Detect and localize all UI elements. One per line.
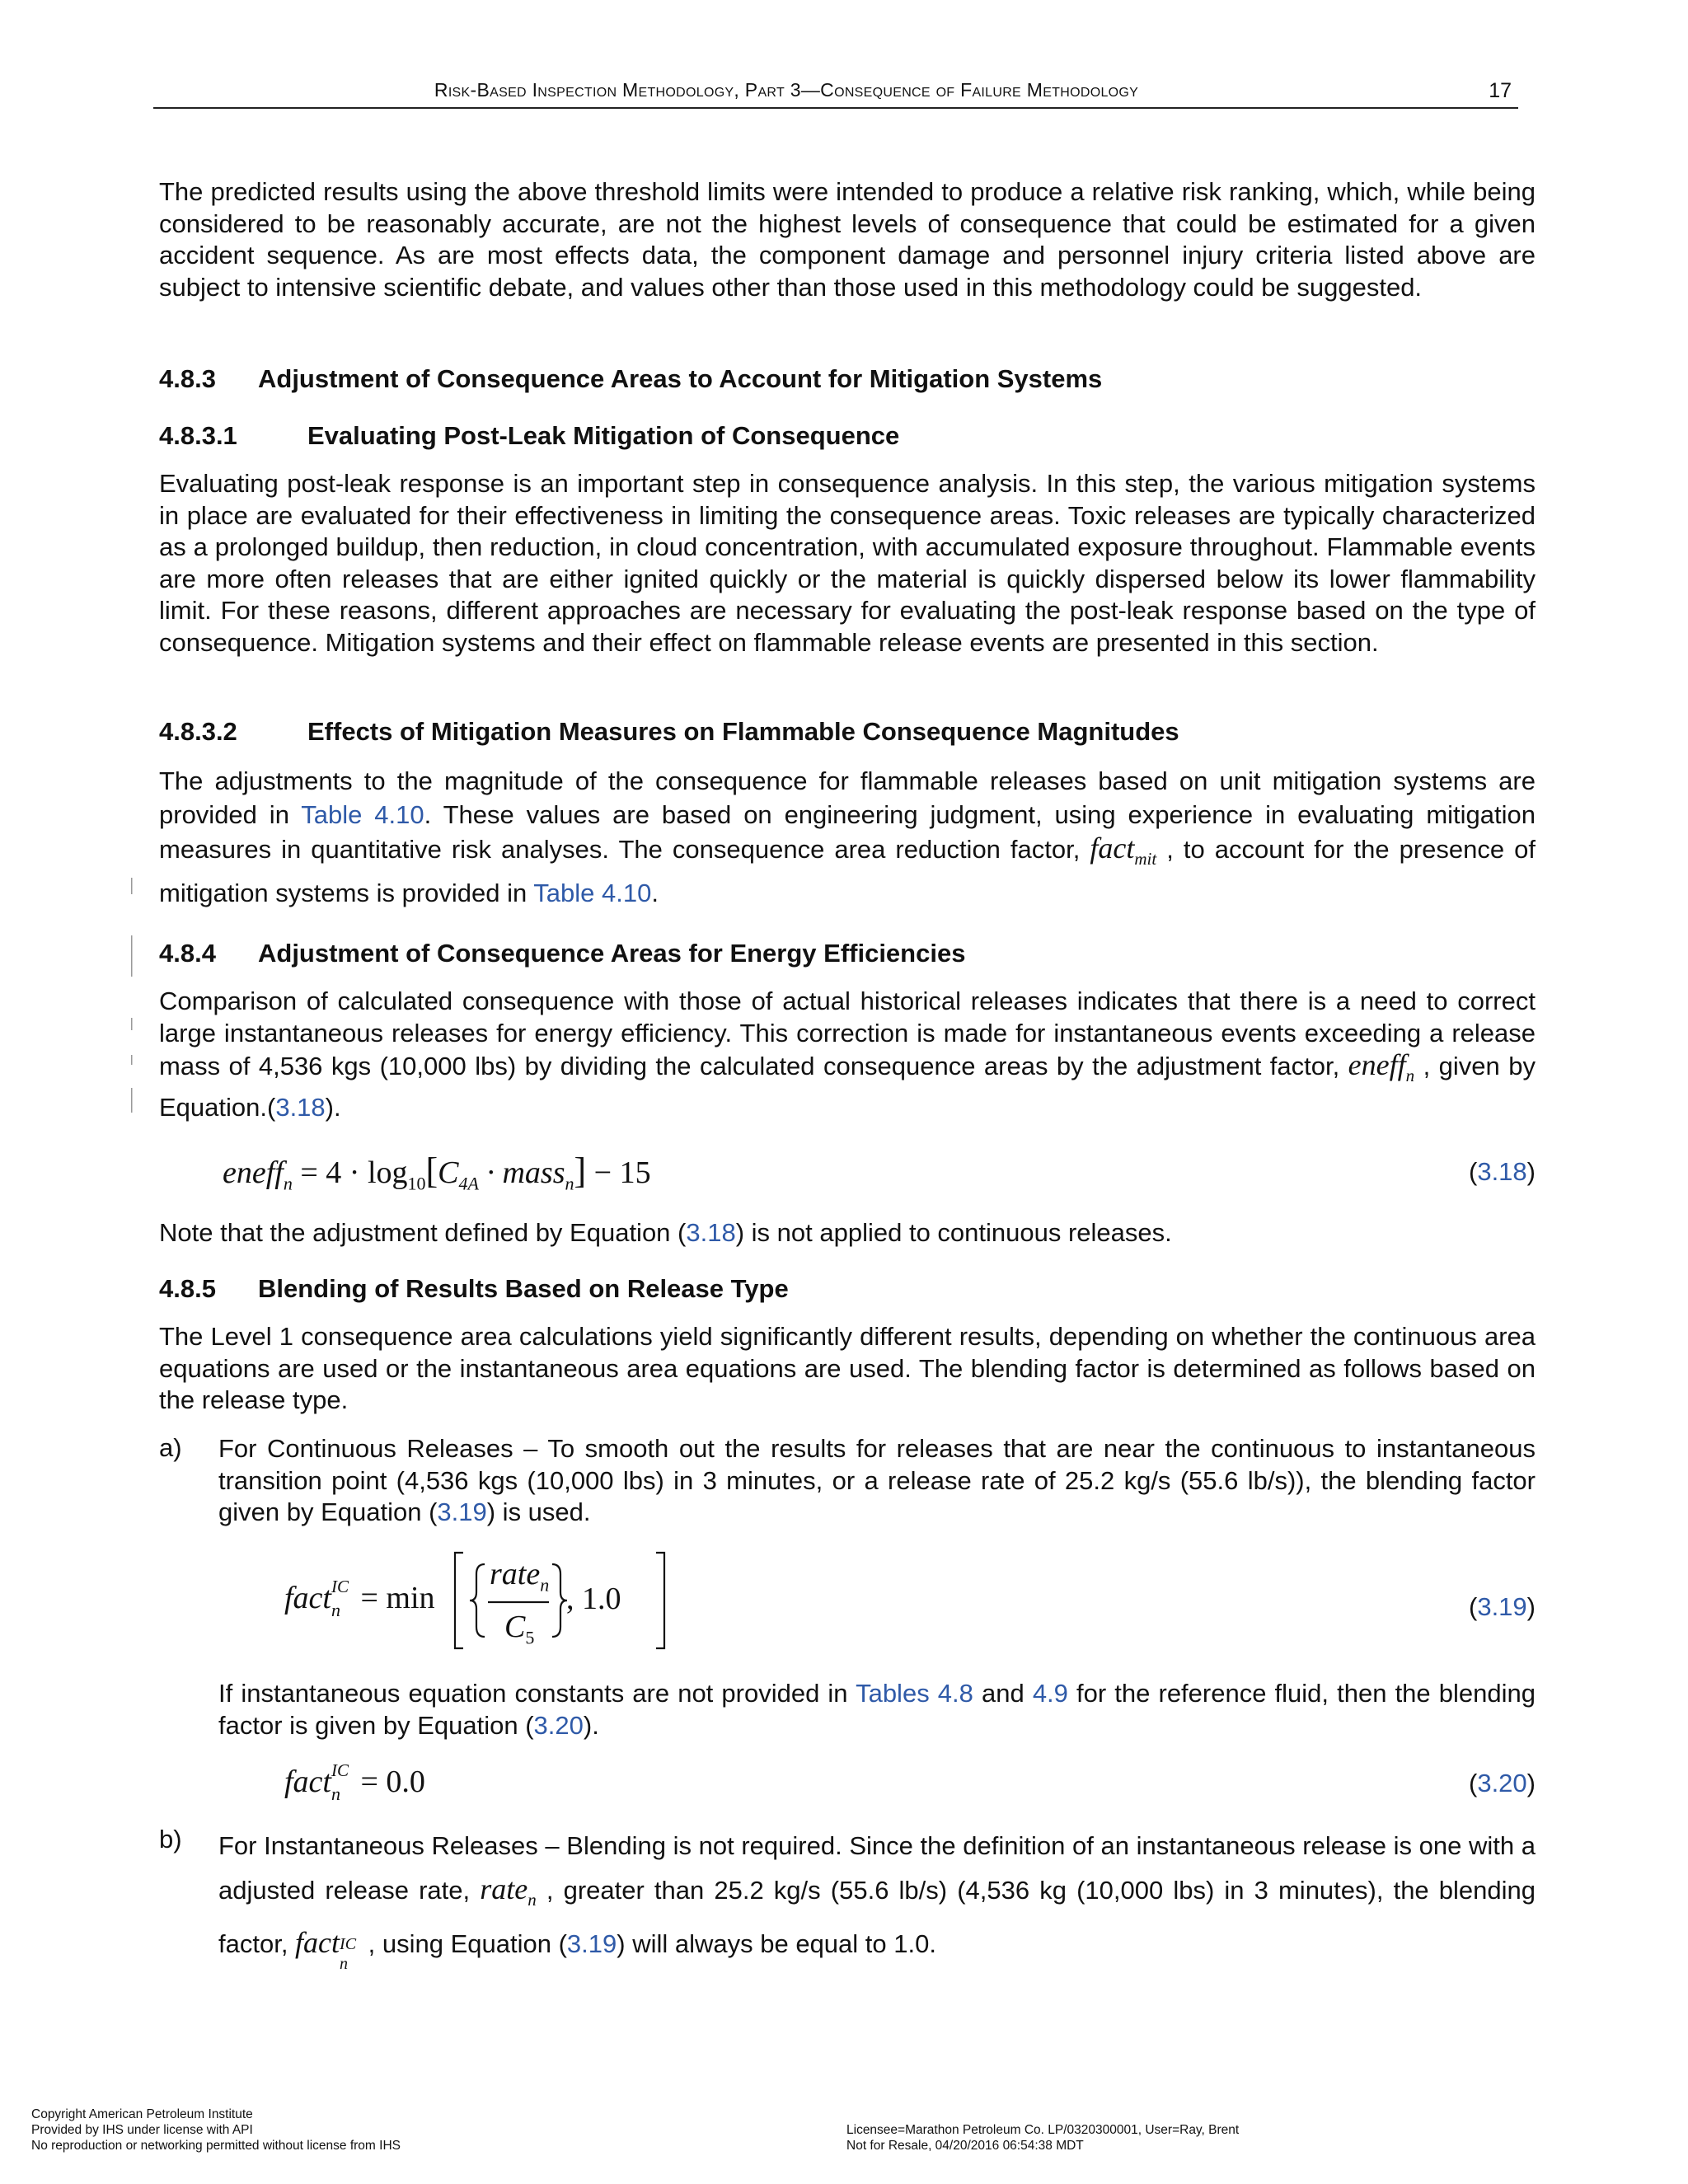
list-marker-b: b)	[159, 1825, 182, 1854]
math-text: = 4 · log	[292, 1155, 408, 1190]
header-title-text: ailure	[972, 79, 1027, 101]
section-heading-4-8-3	[159, 364, 1102, 394]
footer-line: No reproduction or networking permitted without license from IHS	[31, 2139, 401, 2153]
running-header	[153, 79, 1518, 109]
math-sub: n	[331, 1783, 340, 1804]
math-var: rate	[490, 1557, 541, 1591]
equation-link[interactable]: 3.19	[566, 1929, 617, 1959]
equation-number-3-18	[1469, 1157, 1536, 1187]
math-sup: IC	[331, 1577, 349, 1596]
equation-link[interactable]: 3.19	[437, 1497, 487, 1526]
section-title: Adjustment of Consequence Areas to Account for Mitigation Systems	[258, 364, 1103, 393]
list-item-a-continuation	[218, 1678, 1536, 1741]
footer-right	[846, 2122, 1239, 2154]
paragraph-text: Note that the adjustment defined by Equation (	[159, 1218, 687, 1247]
section-title: Adjustment of Consequence Areas for Energy Efficiencies	[258, 939, 966, 968]
right-curly-brace	[552, 1564, 567, 1637]
header-title-text: C	[820, 79, 835, 101]
header-title-text: art 3—	[757, 79, 821, 101]
footer-line: Provided by IHS under license with API	[31, 2123, 253, 2137]
paragraph-text: The adjustments to the magnitude of the consequence for flammable releases based on unit mitigation systems are provided in	[159, 766, 1536, 829]
equation-number-3-20	[1469, 1769, 1536, 1798]
equation-number-link[interactable]: 3.18	[1477, 1157, 1527, 1186]
paragraph-text: , to account for the presence of mitigation systems is provided in	[159, 835, 1536, 908]
paragraph-text: For Continuous Releases – To smooth out the results for releases that are near the continuous to instantaneous transition point (4,536 kgs (10,000 lbs) in 3 minutes, or a release rate of 25.2 kg/s (55.6 lb/s)), the blending factor given by Equation (	[218, 1434, 1536, 1526]
paragraph-text: ) is not applied to continuous releases.	[735, 1218, 1172, 1247]
equation-number-link[interactable]: 3.20	[1477, 1769, 1527, 1797]
eq-paren: (	[1469, 1769, 1478, 1797]
section-number: 4.8.5	[159, 1274, 216, 1303]
math-sup: IC	[331, 1760, 349, 1780]
math-var: C	[438, 1155, 459, 1190]
header-title-text: I	[532, 79, 538, 101]
paragraph-text: , using Equation (	[361, 1929, 567, 1959]
paragraph-text: Comparison of calculated consequence with those of actual historical releases indicates that there is a need to correct large instantaneous releases for energy efficiency. This correction is made for instantaneous events exceeding a release mass of 4,536 kgs (10,000 lbs) by dividing the calculated consequence areas by the adjustment factor,	[159, 987, 1536, 1080]
equation-link[interactable]: 3.20	[533, 1710, 584, 1740]
section-heading-4-8-5	[159, 1274, 789, 1304]
math-sub: n	[283, 1173, 293, 1194]
math-var: · mass	[478, 1155, 565, 1190]
section-title: Effects of Mitigation Measures on Flammable Consequence Magnitudes	[307, 717, 1179, 746]
equation-tail: , 1.0	[566, 1582, 621, 1616]
intro-paragraph: The predicted results using the above threshold limits were intended to produce a relative risk ranking, which, while being considered to be reasonably accurate, are not the highest levels of consequence that could be estimated for a given accident sequence. As are most effects data, the component damage and personnel injury criteria listed above are subject to intensive scientific debate, and values other than those used in this methodology could be suggested.	[159, 177, 1536, 302]
math-var: fact	[284, 1765, 331, 1799]
section-heading-4-8-3-1	[159, 421, 899, 451]
equation-number-3-19	[1469, 1592, 1536, 1622]
fraction-numerator	[490, 1556, 549, 1596]
eq-paren: (	[1469, 1592, 1478, 1621]
math-sub: n	[540, 1574, 550, 1596]
paragraph-text: , given by Equation.(	[159, 1052, 1536, 1122]
paragraph-text: ) is used.	[486, 1497, 591, 1526]
paragraph-text: .	[651, 879, 659, 908]
math-bracket: ]	[574, 1151, 587, 1191]
paragraph-text: ) will always be equal to 1.0.	[617, 1929, 936, 1959]
math-var: eneff	[223, 1155, 284, 1190]
header-title-text: onsequence of	[834, 79, 961, 101]
math-sup: IC	[340, 1935, 357, 1954]
section-number: 4.8.3.2	[159, 717, 237, 746]
list-item-a	[218, 1433, 1536, 1529]
paragraph-text: , greater than 25.2 kg/s (55.6 lb/s) (4,536 kg (10,000 lbs) in 3 minutes), the blending factor,	[218, 1876, 1536, 1959]
header-title-text: ,	[734, 79, 745, 101]
section-heading-4-8-3-2	[159, 717, 1179, 747]
math-var: fact	[284, 1581, 331, 1615]
eq-paren: )	[1526, 1157, 1536, 1186]
page-number: 17	[1489, 79, 1512, 102]
list-marker-a: a)	[159, 1433, 182, 1462]
equation-3-18	[223, 1150, 651, 1195]
header-title-text: ased	[490, 79, 532, 101]
header-title-text: M	[1026, 79, 1043, 101]
equation-brackets	[452, 1549, 666, 1653]
equation-link[interactable]: 3.18	[275, 1092, 326, 1122]
header-title-text: ethodology	[1043, 79, 1139, 101]
paragraph-post-leak: Evaluating post-leak response is an important step in consequence analysis. In this step, the various mitigation systems in place are evaluated for their effectiveness in limiting the consequence areas. Toxic releases are typically characterized as a prolonged buildup, then reduction, in cloud concentration, with accumulated exposure throughout. Flammable events are more often releases that are either ignited quickly or the material is quickly dispersed below its lower flammability limit. For these reasons, different approaches are necessary for evaluating the post-leak response based on the type of consequence. Mitigation systems and their effect on flammable release events are presented in this section.	[159, 469, 1536, 657]
left-curly-brace	[470, 1564, 485, 1637]
margin-marks	[129, 878, 135, 1125]
header-title-text: M	[622, 79, 639, 101]
eq-paren: )	[1526, 1592, 1536, 1621]
math-sub: n	[528, 1890, 537, 1910]
math-fact-ic	[295, 1926, 361, 1974]
math-var: fact	[295, 1926, 340, 1960]
footer-line: Copyright American Petroleum Institute	[31, 2107, 253, 2121]
equation-number-link[interactable]: 3.19	[1477, 1592, 1527, 1621]
footer-line: Licensee=Marathon Petroleum Co. LP/0320300001, User=Ray, Brent	[846, 2123, 1240, 2137]
footer-left	[31, 2107, 401, 2154]
math-text: = min	[360, 1581, 435, 1615]
paragraph-energy	[159, 986, 1536, 1123]
header-title-text: isk-	[448, 79, 477, 101]
math-var: rate	[480, 1872, 528, 1905]
eq-paren: )	[1526, 1769, 1536, 1797]
math-sub: 5	[525, 1627, 535, 1648]
footer-line: Not for Resale, 04/20/2016 06:54:38 MDT	[846, 2139, 1084, 2153]
right-square-bracket	[656, 1553, 664, 1648]
math-var: eneff	[1348, 1048, 1406, 1081]
math-rate-n	[480, 1872, 537, 1910]
math-var: C	[504, 1610, 526, 1644]
table-link[interactable]: Table 4.10	[301, 800, 424, 829]
paragraph-text: and	[973, 1679, 1033, 1708]
section-number: 4.8.3.1	[159, 421, 237, 450]
table-link[interactable]: Table 4.10	[533, 879, 652, 908]
paragraph-text: . These values are based on engineering judgment, using experience in evaluating mitigation measures in quantitative risk analyses. The consequence area reduction factor,	[159, 800, 1536, 864]
paragraph-mitigation	[159, 764, 1536, 910]
paragraph-blending: The Level 1 consequence area calculations yield significantly different results, depending on whether the continuous area equations are used or the instantaneous area equations are used. The blending factor is determined as follows based on the release type.	[159, 1322, 1536, 1414]
math-sub: 10	[407, 1173, 426, 1194]
paragraph-note	[159, 1217, 1536, 1249]
section-number: 4.8.3	[159, 364, 216, 393]
fraction-denominator	[504, 1609, 534, 1649]
header-title-text: B	[476, 79, 490, 101]
paragraph-text: ).	[583, 1710, 599, 1740]
section-heading-4-8-4	[159, 939, 965, 968]
math-sub: n	[340, 1955, 349, 1974]
header-title-text: ethodology	[638, 79, 734, 101]
eq-paren: (	[1469, 1157, 1478, 1186]
math-sub: n	[331, 1600, 340, 1620]
table-link[interactable]: Tables 4.8	[856, 1679, 973, 1708]
header-title-text: P	[744, 79, 758, 101]
left-square-bracket	[455, 1553, 463, 1648]
math-bracket: [	[425, 1151, 438, 1191]
header-title-text: F	[960, 79, 973, 101]
math-fact-mit	[1090, 832, 1157, 869]
paragraph-text: For Instantaneous Releases – Blending is not required. Since the definition of an instantaneous release is one with a adjusted release rate,	[218, 1831, 1536, 1905]
math-eneff	[1348, 1048, 1415, 1086]
list-item-b	[218, 1825, 1536, 1974]
equation-lhs	[284, 1577, 435, 1620]
math-sub: mit	[1134, 849, 1157, 869]
table-link[interactable]: 4.9	[1032, 1679, 1068, 1708]
section-title: Evaluating Post-Leak Mitigation of Consequence	[307, 421, 900, 450]
math-sub: 4A	[458, 1173, 479, 1194]
math-sub: n	[565, 1173, 574, 1194]
header-title-text: nspection	[537, 79, 623, 101]
equation-link[interactable]: 3.18	[686, 1218, 736, 1247]
section-title: Blending of Results Based on Release Type	[258, 1274, 789, 1303]
math-text: = 0.0	[352, 1765, 425, 1799]
equation-3-20	[284, 1760, 425, 1804]
math-text: − 15	[586, 1155, 651, 1190]
paragraph-text: for the reference fluid, then the blending factor is given by Equation (	[218, 1679, 1536, 1740]
math-var: fact	[1090, 832, 1135, 865]
math-sub: n	[1405, 1066, 1415, 1086]
section-number: 4.8.4	[159, 939, 216, 968]
paragraph-text: ).	[325, 1092, 341, 1122]
header-title	[153, 79, 1419, 101]
header-title-text: R	[434, 79, 448, 101]
paragraph-text: If instantaneous equation constants are not provided in	[218, 1679, 856, 1708]
